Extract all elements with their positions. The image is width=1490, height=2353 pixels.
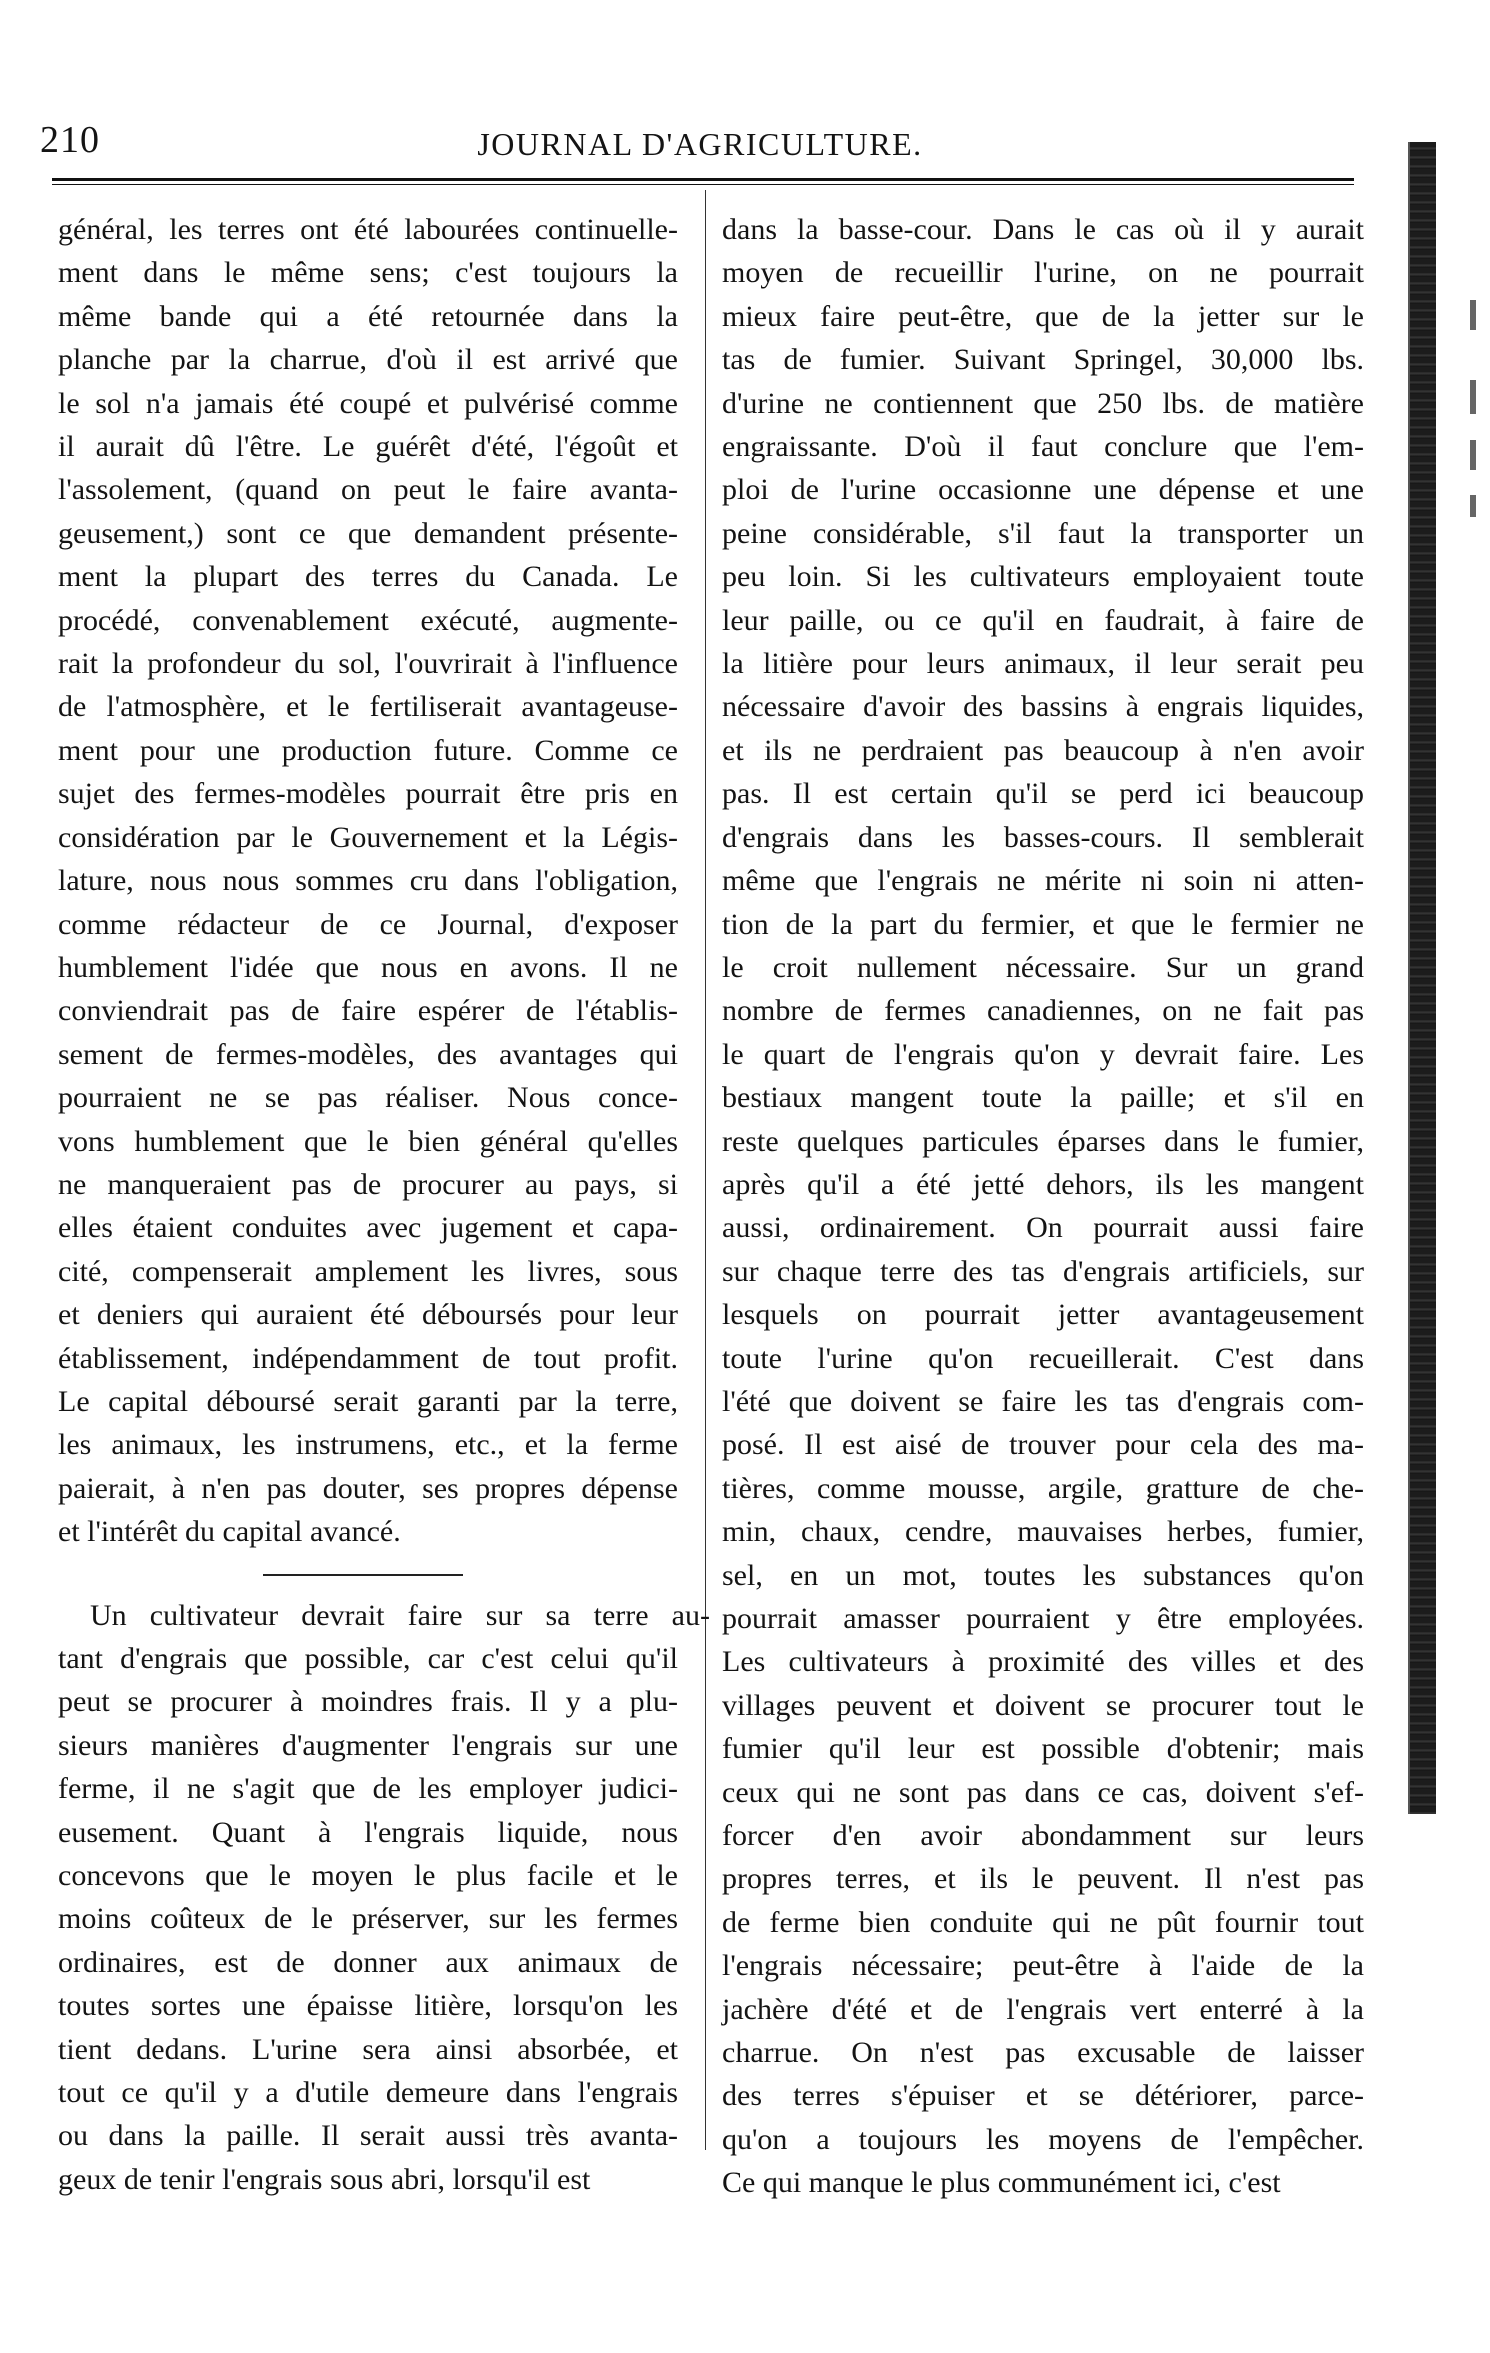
text-line: toute l'urine qu'on recueillerait. C'est dans — [722, 1341, 1364, 1375]
section-separator-rule — [263, 1574, 463, 1576]
text-line: des terres s'épuiser et se détériorer, parce- — [722, 2079, 1364, 2113]
left-paragraph-2 — [58, 1594, 710, 2202]
text-line: le sol n'a jamais été coupé et pulvérisé comme — [58, 386, 678, 420]
text-line: leur paille, ou ce qu'il en faudrait, à faire de — [722, 603, 1364, 637]
text-line: pourrait amasser pourraient y être employées. — [722, 1602, 1364, 1635]
text-line: paierait, à n'en pas douter, ses propres dépense — [58, 1471, 678, 1505]
text-line: sement de fermes-modèles, des avantages qui — [58, 1037, 678, 1071]
column-divider — [705, 190, 706, 2150]
text-line: établissement, indépendamment de tout profit. — [58, 1341, 678, 1375]
text-line: Un cultivateur devrait faire sur sa terre au- — [90, 1598, 710, 1632]
text-line: général, les terres ont été labourées continuelle- — [58, 213, 678, 246]
text-line: pourraient ne se pas réaliser. Nous conce- — [58, 1081, 678, 1115]
text-line: conviendrait pas de faire espérer de l'établis- — [58, 994, 678, 1028]
text-line: Les cultivateurs à proximité des villes et des — [722, 1645, 1364, 1679]
text-line: mieux faire peut-être, que de la jetter sur le — [722, 299, 1364, 333]
right-column — [722, 208, 1364, 2205]
text-line: toutes sortes une épaisse litière, lorsqu'on les — [58, 1989, 678, 2023]
text-line: ment la plupart des terres du Canada. Le — [58, 560, 678, 594]
text-line: l'engrais nécessaire; peut-être à l'aide de la — [722, 1949, 1364, 1983]
text-line: concevons que le moyen le plus facile et le — [58, 1859, 678, 1893]
text-line: de ferme bien conduite qui ne pût fournir tout — [722, 1905, 1364, 1939]
text-line: qu'on a toujours les moyens de l'empêcher. — [722, 2122, 1364, 2156]
text-line: ou dans la paille. Il serait aussi très avanta- — [58, 2119, 678, 2153]
text-line: lature, nous nous sommes cru dans l'obligation, — [58, 864, 678, 898]
text-line: villages peuvent et doivent se procurer tout le — [722, 1688, 1364, 1722]
text-line: tout ce qu'il y a d'utile demeure dans l'engrais — [58, 2076, 678, 2110]
text-line: ceux qui ne sont pas dans ce cas, doivent s'ef- — [722, 1775, 1364, 1809]
text-line: et deniers qui auraient été déboursés pour leur — [58, 1298, 678, 1332]
text-line: elles étaient conduites avec jugement et capa- — [58, 1211, 678, 1245]
text-line: peine considérable, s'il faut la transporter un — [722, 516, 1364, 550]
text-line: sieurs manières d'augmenter l'engrais sur une — [58, 1728, 678, 1762]
text-line: même bande qui a été retournée dans la — [58, 299, 678, 333]
left-column — [58, 208, 710, 2201]
text-line: après qu'il a été jetté dehors, ils les mangent — [722, 1167, 1364, 1201]
text-line: Ce qui manque le plus communément ici, c'est — [722, 2166, 1281, 2200]
text-line: sur chaque terre des tas d'engrais artificiels, sur — [722, 1254, 1364, 1288]
running-title: JOURNAL D'AGRICULTURE. — [477, 126, 923, 162]
text-line: le croit nullement nécessaire. Sur un grand — [722, 950, 1364, 984]
edge-mark — [1470, 300, 1476, 330]
edge-mark — [1470, 495, 1476, 517]
text-line: et ils ne perdraient pas beaucoup à n'en avoir — [722, 733, 1364, 767]
text-line: ferme, il ne s'agit que de les employer judici- — [58, 1772, 678, 1806]
text-line: engraissante. D'où il faut conclure que l'em- — [722, 430, 1364, 464]
text-line: humblement l'idée que nous en avons. Il ne — [58, 950, 678, 984]
text-line: rait la profondeur du sol, l'ouvrirait à l'influence — [58, 647, 678, 681]
edge-mark — [1470, 440, 1476, 470]
text-line: peut se procurer à moindres frais. Il y a plu- — [58, 1685, 678, 1719]
text-line: ment pour une production future. Comme ce — [58, 733, 678, 767]
text-line: lesquels on pourrait jetter avantageusement — [722, 1298, 1364, 1332]
text-line: considération par le Gouvernement et la Légis- — [58, 820, 678, 854]
text-line: comme rédacteur de ce Journal, d'exposer — [58, 907, 678, 941]
text-line: d'urine ne contiennent que 250 lbs. de matière — [722, 386, 1364, 420]
text-line: tant d'engrais que possible, car c'est celui qu'il — [58, 1642, 678, 1675]
text-line: sujet des fermes-modèles pourrait être pris en — [58, 777, 678, 811]
text-line: tient dedans. L'urine sera ainsi absorbée, et — [58, 2032, 678, 2066]
text-line: moins coûteux de le préserver, sur les fermes — [58, 1902, 678, 1936]
page-number: 210 — [40, 119, 100, 161]
text-line: planche par la charrue, d'où il est arrivé que — [58, 343, 678, 377]
text-line: aussi, ordinairement. On pourrait aussi faire — [722, 1211, 1364, 1245]
text-line: ploi de l'urine occasionne une dépense et une — [722, 473, 1364, 507]
text-line: vons humblement que le bien général qu'elles — [58, 1124, 678, 1158]
text-line: propres terres, et ils le peuvent. Il n'est pas — [722, 1862, 1364, 1896]
text-line: ne manqueraient pas de procurer au pays, si — [58, 1167, 678, 1201]
text-line: pas. Il est certain qu'il se perd ici beaucoup — [722, 777, 1364, 811]
text-line: min, chaux, cendre, mauvaises herbes, fumier, — [722, 1515, 1364, 1549]
text-line: tières, comme mousse, argile, gratture de che- — [722, 1471, 1364, 1505]
text-line: nécessaire d'avoir des bassins à engrais liquides, — [722, 690, 1364, 724]
text-line: eusement. Quant à l'engrais liquide, nous — [58, 1815, 678, 1849]
header-rule — [52, 178, 1354, 185]
left-paragraph-1 — [58, 208, 678, 1554]
text-line: la litière pour leurs animaux, il leur serait peu — [722, 647, 1364, 681]
right-paragraph — [722, 208, 1364, 2205]
text-line: jachère d'été et de l'engrais vert enterré à la — [722, 1992, 1364, 2026]
text-line: geusement,) sont ce que demandent présente- — [58, 516, 678, 550]
text-line: dans la basse-cour. Dans le cas où il y aurait — [722, 213, 1364, 246]
text-line: ment dans le même sens; c'est toujours la — [58, 256, 678, 290]
text-line: sel, en un mot, toutes les substances qu'on — [722, 1558, 1364, 1592]
text-line: l'été que doivent se faire les tas d'engrais com- — [722, 1384, 1364, 1418]
text-line: l'assolement, (quand on peut le faire avanta- — [58, 473, 678, 507]
text-line: ordinaires, est de donner aux animaux de — [58, 1945, 678, 1979]
text-line: cité, compenserait amplement les livres, sous — [58, 1254, 678, 1288]
text-line: reste quelques particules éparses dans le fumier, — [722, 1124, 1364, 1158]
page-edge-bar — [1408, 142, 1436, 1814]
text-line: les animaux, les instrumens, etc., et la ferme — [58, 1428, 678, 1462]
text-line: le quart de l'engrais qu'on y devrait faire. Les — [722, 1037, 1364, 1071]
text-line: forcer d'en avoir abondamment sur leurs — [722, 1819, 1364, 1853]
text-line: geux de tenir l'engrais sous abri, lorsqu'il est — [58, 2162, 591, 2196]
text-line: tas de fumier. Suivant Springel, 30,000 lbs. — [722, 343, 1364, 377]
text-line: charrue. On n'est pas excusable de laisser — [722, 2036, 1364, 2070]
text-line: d'engrais dans les basses-cours. Il semblerait — [722, 820, 1364, 854]
text-line: bestiaux mangent toute la paille; et s'il en — [722, 1081, 1364, 1115]
text-line: fumier qu'il leur est possible d'obtenir; mais — [722, 1732, 1364, 1766]
text-line: posé. Il est aisé de trouver pour cela des ma- — [722, 1428, 1364, 1462]
text-line: nombre de fermes canadiennes, on ne fait pas — [722, 994, 1364, 1028]
text-line: peu loin. Si les cultivateurs employaient toute — [722, 560, 1364, 594]
edge-mark — [1470, 380, 1476, 414]
text-line: Le capital déboursé serait garanti par la terre, — [58, 1384, 678, 1418]
text-line: procédé, convenablement exécuté, augmente- — [58, 603, 678, 637]
text-line: il aurait dû l'être. Le guérêt d'été, l'égoût et — [58, 430, 678, 464]
text-line: moyen de recueillir l'urine, on ne pourrait — [722, 256, 1364, 290]
text-line: tion de la part du fermier, et que le fermier ne — [722, 907, 1364, 941]
text-line: et l'intérêt du capital avancé. — [58, 1515, 401, 1549]
text-line: de l'atmosphère, et le fertiliserait avantageuse- — [58, 690, 678, 724]
text-line: même que l'engrais ne mérite ni soin ni atten- — [722, 864, 1364, 898]
